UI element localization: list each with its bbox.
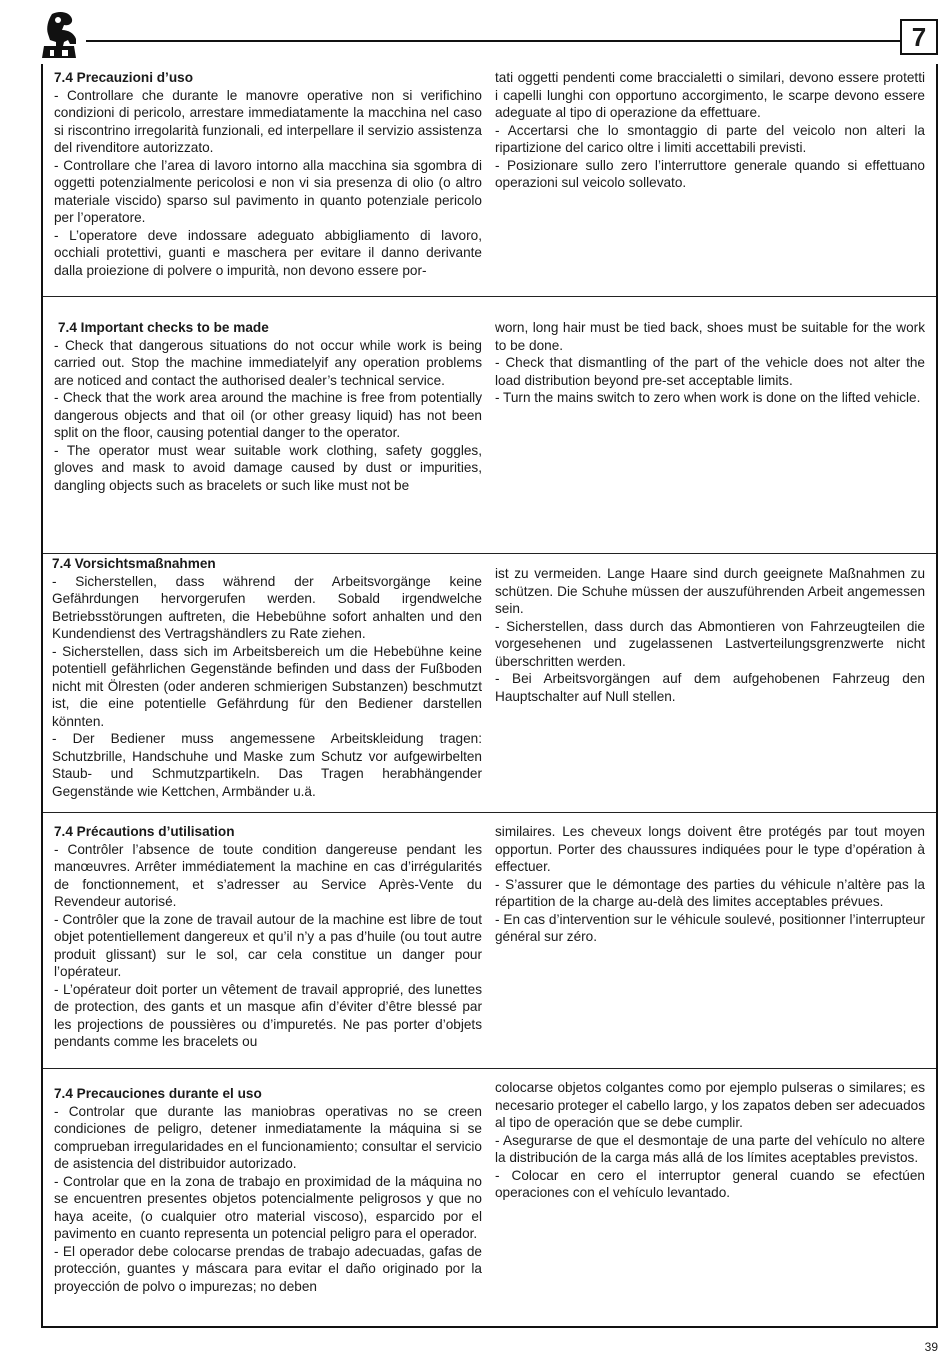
paragraph: - Controlar que durante las maniobras operativas no se creen condiciones de peligro, detener inmediatamente la máquina si se comprueban irregularidades en el funcionamiento; consultar el servicio de asistencia del distribuidor autorizado. — [54, 1103, 482, 1171]
section-left-column — [52, 555, 482, 800]
paragraph: - Controlar que en la zona de trabajo en proximidad de la máquina no se encuentren presentes objetos potencialmente peligrosos y que no haya aceite, (o cualquier otro material viscoso), esparcido por el pavimento en cuanto representa un potencial peligro para el operador. — [54, 1173, 482, 1241]
paragraph: - En cas d’intervention sur le véhicule soulevé, positionner l’interrupteur général sur zéro. — [495, 911, 925, 944]
paragraph: - Controllare che durante le manovre operative non si verifichino condizioni di pericolo, arrestare immediatamente la macchina nel caso si riscontrino irregolarità funzionali, ed interpellare il servizio assistenza del rivenditore autorizzato. — [54, 87, 482, 155]
section-left-column — [54, 69, 482, 279]
paragraph: - Colocar en cero el interruptor general cuando se efectúen operaciones con el vehículo levantado. — [495, 1167, 925, 1200]
section-heading: 7.4 Precauzioni d’uso — [54, 70, 193, 85]
section-divider — [43, 296, 936, 297]
paragraph: - S’assurer que le démontage des parties du véhicule n’altère pas la répartition de la charge au-delà des limites acceptables prévues. — [495, 876, 925, 909]
chapter-number-box — [900, 19, 938, 55]
section-left-column — [54, 823, 482, 1051]
section-divider — [43, 1068, 936, 1069]
section-right-column — [495, 69, 925, 192]
page-number: 39 — [924, 1340, 938, 1354]
chapter-number: 7 — [911, 21, 927, 52]
paragraph: - Sicherstellen, dass während der Arbeitsvorgänge keine Gefährdungen hervorgerufen werden. Sobald irgendwelche Betriebsstörungen auftreten, die Hebebühne sofort anhalten und den Kundendienst des Vertragshändlers zu Rate ziehen. — [52, 573, 482, 641]
paragraph: - Posizionare sullo zero l’interruttore generale quando si effettuano operazioni sul veicolo sollevato. — [495, 157, 925, 190]
section-right-column — [495, 565, 925, 705]
header-rule — [86, 40, 900, 42]
paragraph: tati oggetti pendenti come braccialetti o similari, devono essere protetti i capelli lunghi con opportuno accorgimento, le scarpe devono essere adeguate al tipo di operazione da effettuare. — [495, 70, 925, 120]
section-divider — [43, 812, 936, 813]
section-right-column — [495, 823, 925, 946]
paragraph: colocarse objetos colgantes como por ejemplo pulseras o similares; es necesario proteger el cabello largo, y los zapatos deben ser adecuados al tipo de operación que se debe cumplir. — [495, 1080, 925, 1130]
paragraph: - Der Bediener muss angemessene Arbeitskleidung tragen: Schutzbrille, Handschuhe und Maske zum Schutz vor aufgewirbelten Staub- und Schmutzpartikeln. Das Tragen herabhängender Gegenstände wie Kettchen, Armbänder u.ä. — [52, 731, 482, 799]
section-right-column — [495, 1079, 925, 1202]
paragraph: - Accertarsi che lo smontaggio di parte del veicolo non alteri la ripartizione del carico oltre i limiti accettabili previsti. — [495, 122, 925, 155]
section-heading: 7.4 Précautions d’utilisation — [54, 824, 235, 839]
paragraph: ist zu vermeiden. Lange Haare sind durch geeignete Maßnahmen zu schützen. Die Schuhe müssen der auszuführenden Arbeit angemessen sein. — [495, 566, 925, 616]
section-left-column — [54, 1085, 482, 1295]
paragraph: - Turn the mains switch to zero when work is done on the lifted vehicle. — [495, 390, 921, 405]
paragraph: - Asegurarse de que el desmontaje de una parte del vehículo no altere la distribución de la carga más allá de los límites aceptables previstos. — [495, 1132, 925, 1165]
paragraph: - Contrôler que la zone de travail autour de la machine est libre de tout objet potentiellement dangereux et qu’il n’y a pas d’huile (ou tout autre produit glissant) sur le sol, car cela constitue un danger pour l’opérateur. — [54, 911, 482, 979]
section-right-column — [495, 319, 925, 407]
paragraph: worn, long hair must be tied back, shoes must be suitable for the work to be done. — [495, 320, 925, 353]
paragraph: - The operator must wear suitable work clothing, safety goggles, gloves and mask to avoid damage caused by dust or impurities, dangling objects such as bracelets or such like must not be — [54, 442, 482, 493]
paragraph: - El operador debe colocarse prendas de trabajo adecuadas, gafas de protección, guantes y máscara para evitar el daño originado por la proyección de polvo o impurezas; no deben — [54, 1243, 482, 1294]
paragraph: - Check that dismantling of the part of the vehicle does not alter the load distribution beyond pre-set acceptable limits. — [495, 355, 925, 388]
paragraph: - Controllare che l’area di lavoro intorno alla macchina sia sgombra di oggetti potenzialmente pericolosi e non vi sia presenza di olio (o altro materiale viscido) sparso sul pavimento in quanto potenziale pericolo per l’operatore. — [54, 157, 482, 225]
paragraph: - Sicherstellen, dass sich im Arbeitsbereich um die Hebebühne keine potentiell gefährlichen Gegenstände befinden und dass der Fußboden nicht mit Ölresten (oder anderen schmierigen Substanzen) beschmutzt ist, die eine potentielle Gefährdung für den Bediener darstellen könnten. — [52, 643, 482, 729]
section-divider — [43, 553, 936, 554]
section-heading: 7.4 Vorsichtsmaßnahmen — [52, 556, 216, 571]
brand-logo-icon — [38, 10, 80, 60]
paragraph: - Check that the work area around the machine is free from potentially dangerous objects and that oil (or other greasy liquid) has not been split on the floor, causing potential danger to the operator. — [54, 390, 482, 440]
paragraph: - L’opérateur doit porter un vêtement de travail approprié, des lunettes de protection, des gants et un masque afin d’éviter d’être blessé par les projections de poussières ou d’impuretés. Ne pas porter d’objets pendants comme les bracelets ou — [54, 981, 482, 1049]
section-left-column — [54, 319, 482, 494]
paragraph: similaires. Les cheveux longs doivent être protégés par tout moyen opportun. Porter des chaussures indiquées pour le type d’opération à effectuer. — [495, 824, 925, 874]
paragraph: - Bei Arbeitsvorgängen auf dem aufgehobenen Fahrzeug den Hauptschalter auf Null stellen. — [495, 671, 925, 704]
paragraph: - L’operatore deve indossare adeguato abbigliamento di lavoro, occhiali protettivi, guanti e maschera per evitare il danno derivante dalla proiezione di polvere o impurità, non devono essere por- — [54, 227, 482, 278]
section-heading: 7.4 Precauciones durante el uso — [54, 1086, 262, 1101]
paragraph: - Contrôler l’absence de toute condition dangereuse pendant les manœuvres. Arrêter immédiatement la machine en cas d’irrégularités de fonctionnement, et s’adresser au Service Après-Vente du Revendeur autorisé. — [54, 841, 482, 909]
section-heading: 7.4 Important checks to be made — [58, 320, 269, 335]
paragraph: - Check that dangerous situations do not occur while work is being carried out. Stop the machine immediatelyif any operation problems are noticed and contact the authorised dealer’s technical service. — [54, 337, 482, 388]
paragraph: - Sicherstellen, dass durch das Abmontieren von Fahrzeugteilen die vorgesehenen und zugelassenen Lastverteilungsgrenzwerte nicht überschritten werden. — [495, 618, 925, 669]
